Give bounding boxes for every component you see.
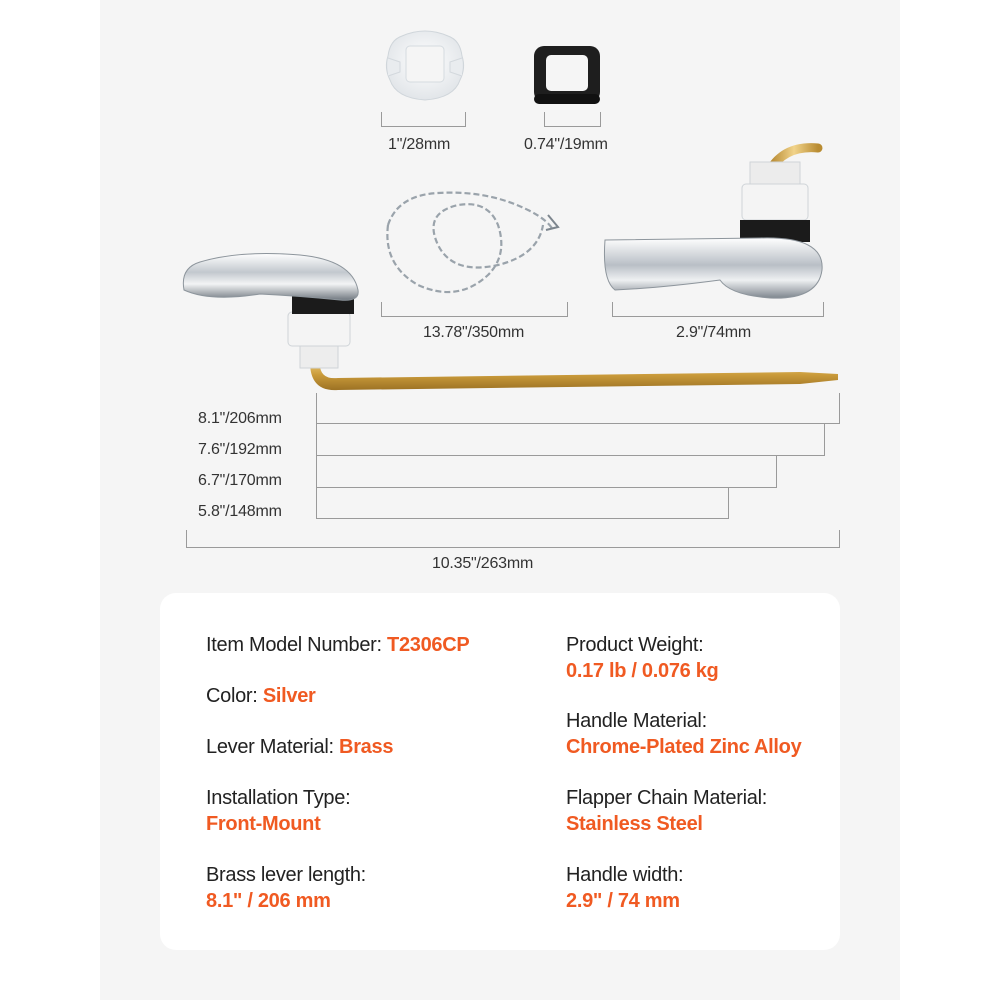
spacer-white-dimline	[381, 112, 466, 127]
spec-lever-length	[206, 862, 366, 914]
spec-lever-material-value: Brass	[339, 736, 394, 758]
spec-lever-length-label: Brass lever length:	[206, 864, 366, 886]
total-length-dimline	[186, 530, 840, 548]
spec-installation-label: Installation Type:	[206, 787, 351, 809]
spec-chain-material-label: Flapper Chain Material:	[566, 787, 767, 809]
chain-dimension: 13.78"/350mm	[423, 324, 525, 341]
spec-lever-material	[206, 734, 393, 760]
spec-chain-material-value: Stainless Steel	[566, 813, 703, 835]
spec-color-label: Color:	[206, 685, 263, 707]
spec-handle-width	[566, 862, 683, 914]
spec-model-label: Item Model Number:	[206, 634, 388, 656]
lever-length-label-2: 7.6"/192mm	[198, 441, 282, 458]
lever-length-label-1: 8.1"/206mm	[198, 410, 282, 427]
spec-chain-material	[566, 785, 767, 837]
total-length-dimension: 10.35"/263mm	[432, 555, 534, 572]
spacer-white-dimension: 1"/28mm	[388, 136, 451, 153]
spacer-black-dimension: 0.74"/19mm	[524, 136, 608, 153]
handle-lever-image	[180, 250, 845, 390]
handle-width-dimension: 2.9"/74mm	[676, 324, 752, 341]
spec-lever-material-label: Lever Material:	[206, 736, 340, 758]
lever-length-label-3: 6.7"/170mm	[198, 472, 282, 489]
spec-weight	[566, 632, 718, 684]
spec-handle-width-value: 2.9" / 74 mm	[566, 890, 680, 912]
spec-color-value: Silver	[262, 685, 316, 707]
spec-lever-length-value: 8.1" / 206 mm	[206, 890, 331, 912]
spec-installation-value: Front-Mount	[206, 813, 321, 835]
spec-installation	[206, 785, 350, 837]
white-spacer-image	[380, 28, 470, 103]
spacer-black-dimline	[544, 112, 601, 127]
spec-model-value: T2306CP	[387, 634, 470, 656]
black-gasket-image	[530, 42, 606, 108]
spec-handle-width-label: Handle width:	[566, 864, 684, 886]
spec-model	[206, 632, 469, 658]
spec-handle-material-value: Chrome-Plated Zinc Alloy	[566, 736, 802, 758]
lever-length-line-1	[316, 393, 840, 424]
spec-weight-value: 0.17 lb / 0.076 kg	[566, 660, 719, 682]
lever-length-label-4: 5.8"/148mm	[198, 503, 282, 520]
lever-length-line-2	[316, 423, 825, 456]
spec-handle-material	[566, 708, 801, 760]
spec-color	[206, 683, 316, 709]
lever-length-line-4	[316, 487, 729, 519]
spec-weight-label: Product Weight:	[566, 634, 704, 656]
lever-length-line-3	[316, 455, 777, 488]
spec-handle-material-label: Handle Material:	[566, 710, 707, 732]
